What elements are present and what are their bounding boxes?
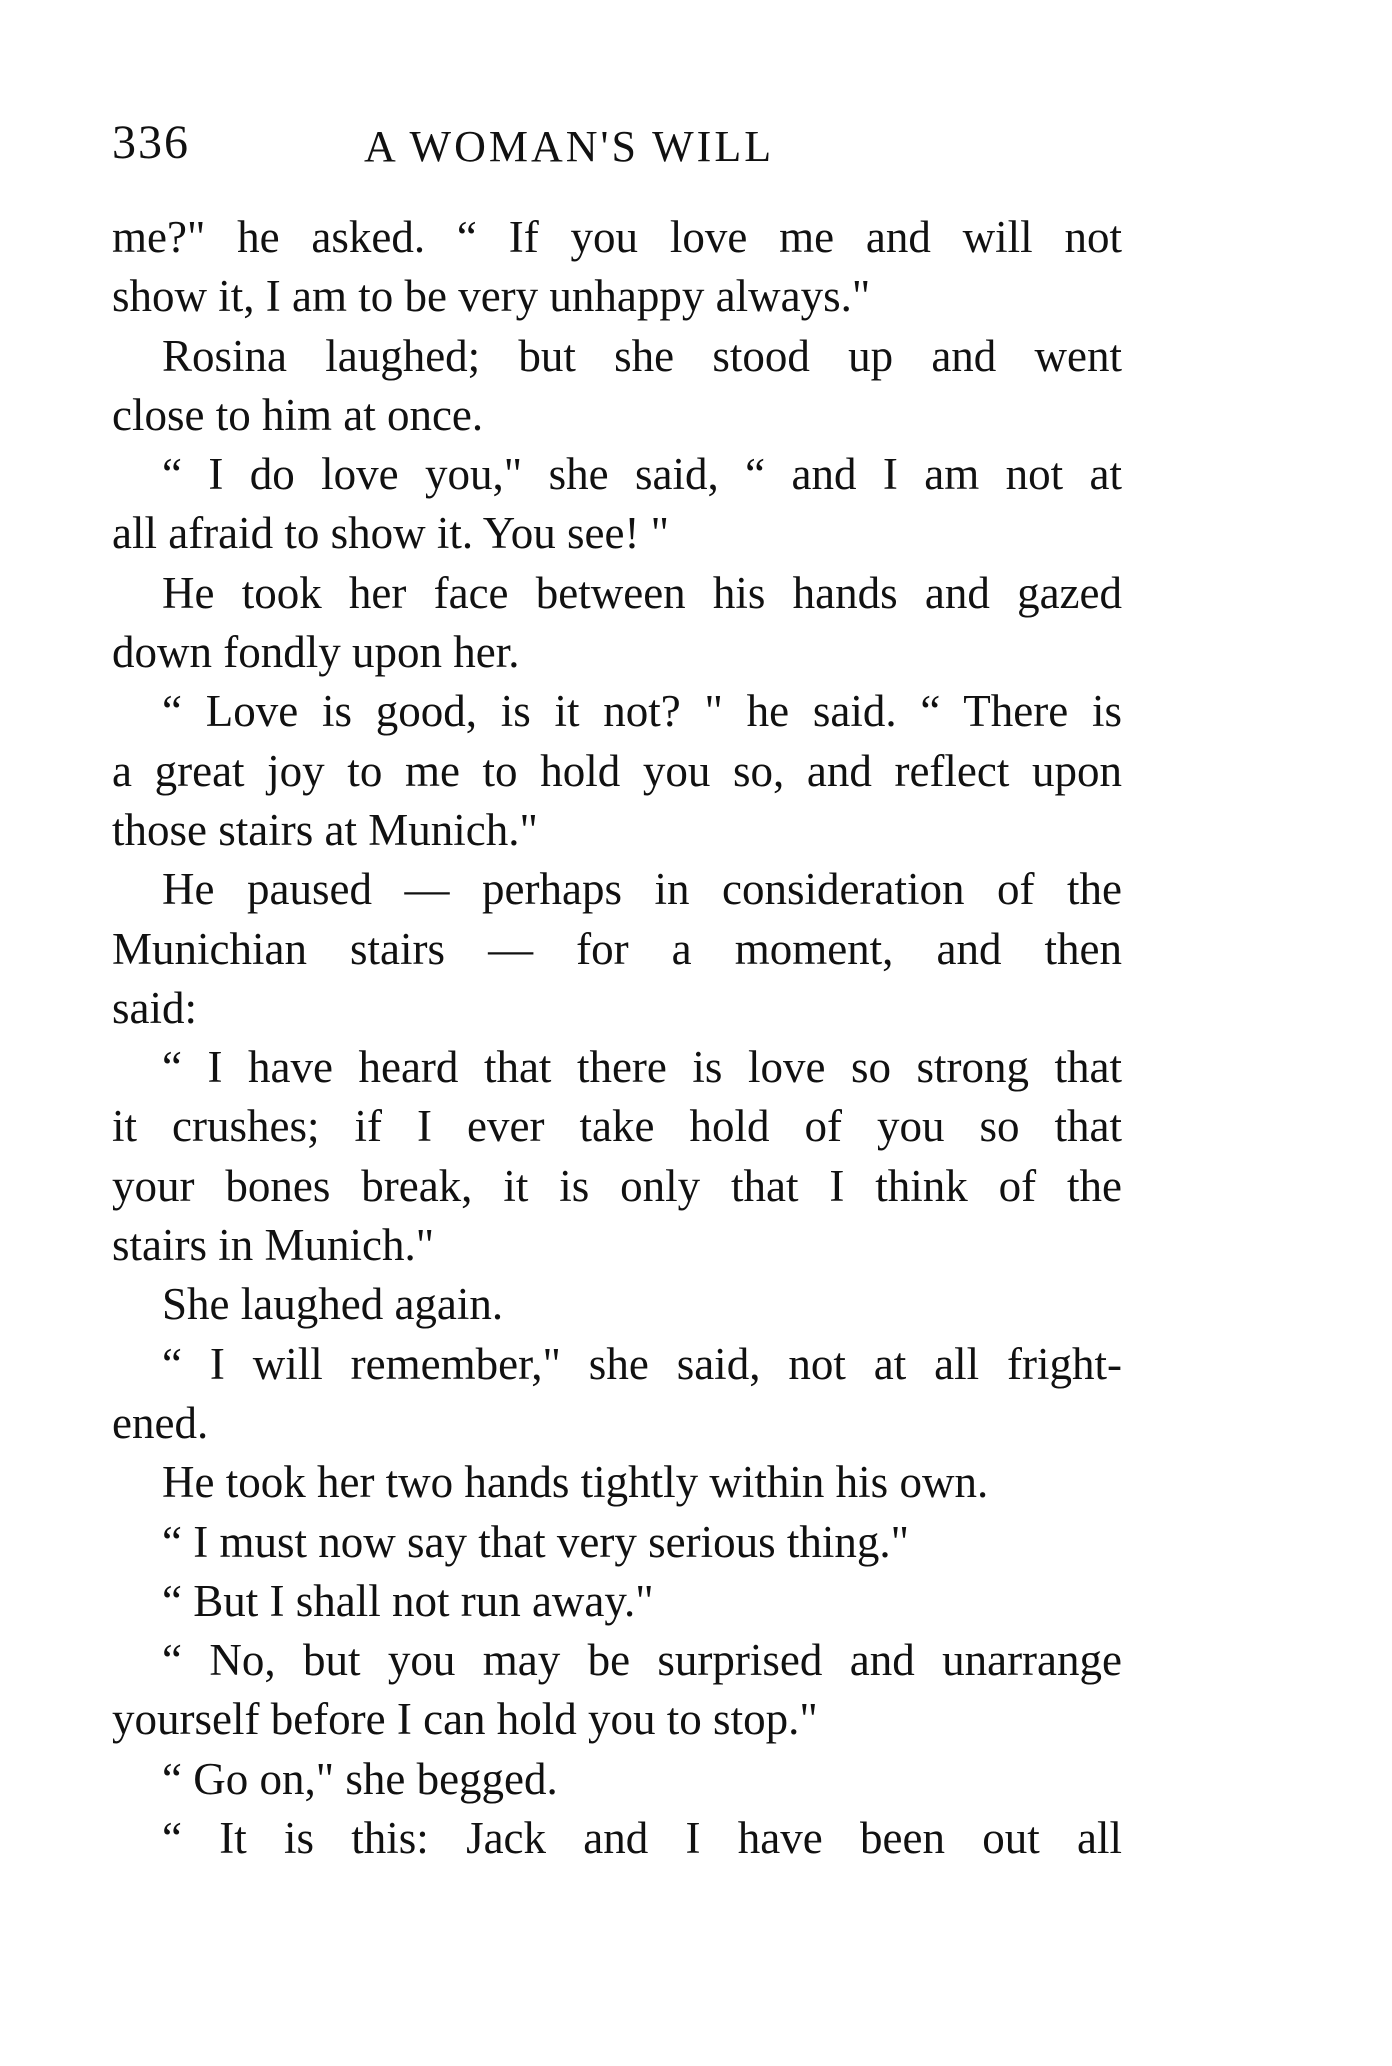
text-line: He paused — perhaps in consideration of the <box>162 864 1122 915</box>
body-text <box>112 208 1122 1868</box>
text-line: your bones break, it is only that I think of the <box>112 1160 1122 1211</box>
text-line: “ I do love you," she said, “ and I am not at <box>162 449 1122 500</box>
page-header <box>112 115 1122 185</box>
text-line: Rosina laughed; but she stood up and went <box>162 330 1122 381</box>
page-number: 336 <box>112 116 190 169</box>
text-line: show it, I am to be very unhappy always." <box>112 271 871 322</box>
text-line: down fondly upon her. <box>112 627 520 678</box>
text-line: “ I will remember," she said, not at all fright- <box>162 1338 1122 1389</box>
text-line: “ No, but you may be surprised and unarrange <box>162 1635 1122 1686</box>
text-line: She laughed again. <box>162 1279 504 1330</box>
text-line: He took her two hands tightly within his own. <box>162 1457 989 1508</box>
text-line: yourself before I can hold you to stop." <box>112 1694 818 1745</box>
text-line: said: <box>112 982 197 1033</box>
text-line: all afraid to show it. You see! " <box>112 508 670 559</box>
text-line: ened. <box>112 1397 209 1448</box>
text-line: “ But I shall not run away." <box>162 1575 654 1626</box>
text-line: a great joy to me to hold you so, and reflect upon <box>112 745 1122 796</box>
text-line: “ I have heard that there is love so strong that <box>162 1042 1122 1093</box>
text-line: Munichian stairs — for a moment, and then <box>112 923 1122 974</box>
text-line: close to him at once. <box>112 389 484 440</box>
text-line: me?" he asked. “ If you love me and will not <box>112 212 1122 262</box>
text-line: “ Love is good, is it not? " he said. “ There is <box>162 686 1122 737</box>
text-line: He took her face between his hands and gazed <box>162 567 1122 618</box>
text-line: “ I must now say that very serious thing." <box>162 1516 910 1567</box>
text-line: “ Go on," she begged. <box>162 1753 558 1804</box>
text-line: it crushes; if I ever take hold of you so that <box>112 1101 1122 1152</box>
text-line: those stairs at Munich." <box>112 804 538 855</box>
text-line: stairs in Munich." <box>112 1220 435 1271</box>
text-line: “ It is this: Jack and I have been out all <box>162 1813 1122 1864</box>
running-title: A WOMAN'S WILL <box>364 122 775 171</box>
